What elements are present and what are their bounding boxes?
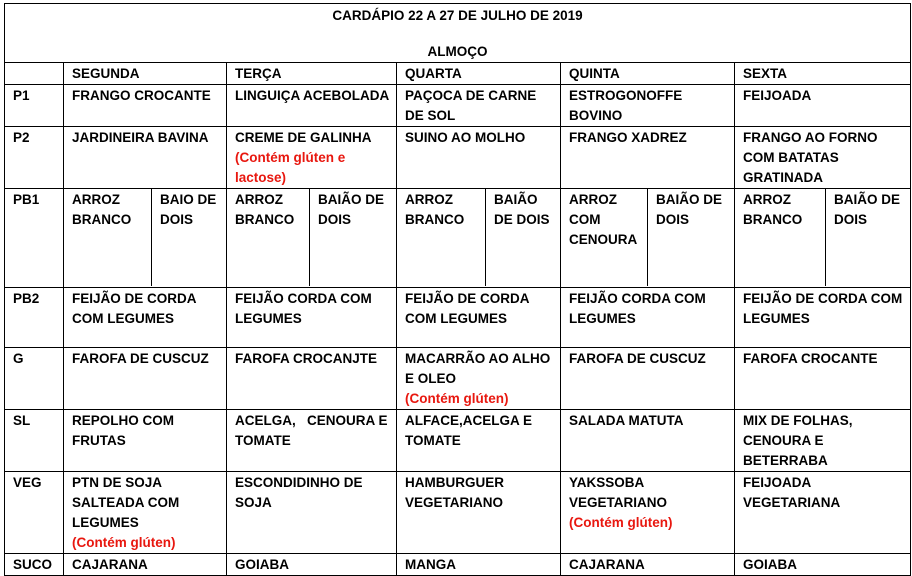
dish-name: ARROZ BRANCO (743, 192, 803, 227)
menu-cell (397, 554, 561, 576)
dish-name: ESCONDIDINHO DE SOJA (235, 475, 363, 510)
dish-name: CREME DE GALINHA (235, 130, 372, 145)
dish-name: BAIÃO DE DOIS (309, 189, 396, 286)
dish-name: MANGA (405, 557, 456, 572)
menu-cell (735, 554, 911, 576)
dish-name: FAROFA CROCANTE (743, 351, 878, 366)
menu-cell (227, 410, 397, 472)
menu-cell (397, 348, 561, 410)
dish-name: BAIÃO DE DOIS (485, 189, 560, 286)
dish-name: ARROZ BRANCO (235, 192, 295, 227)
menu-cell (397, 410, 561, 472)
dish-name: BAIÃO DE DOIS (825, 189, 910, 286)
dish-name: CAJARANA (72, 557, 148, 572)
dish-name: HAMBURGUER VEGETARIANO (405, 475, 504, 510)
dish-name: MACARRÃO AO ALHO E OLEO (405, 351, 551, 386)
table-row-pb2 (5, 288, 911, 348)
menu-cell (561, 472, 735, 554)
menu-cell (227, 127, 397, 189)
menu-cell (227, 288, 397, 348)
menu-cell (64, 472, 227, 554)
dish-name: FAROFA DE CUSCUZ (569, 351, 706, 366)
dish-name: FEIJOADA VEGETARIANA (743, 475, 841, 510)
menu-cell (64, 127, 227, 189)
table-row-sl (5, 410, 911, 472)
dish-name: JARDINEIRA BAVINA (72, 130, 209, 145)
dish-name: FRANGO AO FORNO COM BATATAS GRATINADA (743, 130, 878, 185)
menu-cell (561, 554, 735, 576)
menu-cell (64, 85, 227, 127)
dish-name: SALADA MATUTA (569, 413, 684, 428)
day-header: SEXTA (735, 63, 911, 85)
meal-subtitle: ALMOÇO (427, 44, 488, 59)
menu-cell (561, 189, 735, 288)
row-label: P1 (5, 85, 64, 127)
allergen-note: (Contém glúten) (405, 391, 509, 406)
menu-cell (397, 85, 561, 127)
dish-name: FEIJOADA (743, 88, 812, 103)
menu-cell (227, 472, 397, 554)
menu-cell (561, 288, 735, 348)
menu-cell (561, 127, 735, 189)
dish-name: FEIJÃO DE CORDA COM LEGUMES (405, 291, 530, 326)
allergen-note: (Contém glúten) (72, 535, 176, 550)
row-label: PB2 (5, 288, 64, 348)
dish-name: GOIABA (743, 557, 797, 572)
row-label: VEG (5, 472, 64, 554)
table-row-g (5, 348, 911, 410)
days-header-row (5, 63, 911, 85)
dish-name: REPOLHO COM FRUTAS (72, 413, 175, 448)
menu-cell (735, 85, 911, 127)
menu-cell (397, 472, 561, 554)
page-title: CARDÁPIO 22 A 27 DE JULHO DE 2019 (332, 8, 583, 23)
table-row-suco (5, 554, 911, 576)
menu-cell (64, 554, 227, 576)
dish-name: BAIÃO DE DOIS (647, 189, 734, 286)
menu-cell (735, 410, 911, 472)
row-label: SUCO (5, 554, 64, 576)
dish-name: LINGUIÇA ACEBOLADA (235, 88, 390, 103)
dish-name: PTN DE SOJA SALTEADA COM LEGUMES (72, 475, 180, 530)
menu-cell (735, 189, 911, 288)
menu-cell (397, 127, 561, 189)
dish-name: FEIJÃO DE CORDA COM LEGUMES (72, 291, 197, 326)
day-header: QUINTA (561, 63, 735, 85)
table-row-p1 (5, 85, 911, 127)
dish-name: ALFACE,ACELGA E TOMATE (405, 413, 533, 448)
table-row-pb1 (5, 189, 911, 288)
dish-name: ARROZ BRANCO (72, 192, 132, 227)
menu-cell (397, 189, 561, 288)
dish-name: FEIJÃO DE CORDA COM LEGUMES (743, 291, 903, 326)
day-header: QUARTA (397, 63, 561, 85)
dish-name: CAJARANA (569, 557, 645, 572)
menu-cell (397, 288, 561, 348)
row-label: G (5, 348, 64, 410)
table-row-p2 (5, 127, 911, 189)
day-header: TERÇA (227, 63, 397, 85)
menu-cell (64, 288, 227, 348)
dish-name: PAÇOCA DE CARNE DE SOL (405, 88, 537, 123)
menu-cell (735, 127, 911, 189)
menu-cell (561, 348, 735, 410)
row-label: PB1 (5, 189, 64, 288)
dish-name: BAIO DE DOIS (151, 189, 226, 286)
dish-name: FEIJÃO CORDA COM LEGUMES (569, 291, 706, 326)
menu-table (4, 3, 911, 576)
corner-cell (5, 63, 64, 85)
row-label: SL (5, 410, 64, 472)
dish-name: FRANGO XADREZ (569, 130, 687, 145)
dish-name: FAROFA CROCANJTE (235, 351, 378, 366)
day-header: SEGUNDA (64, 63, 227, 85)
menu-cell (561, 85, 735, 127)
menu-cell (227, 85, 397, 127)
dish-name: FAROFA DE CUSCUZ (72, 351, 209, 366)
dish-name: ESTROGONOFFE BOVINO (569, 88, 683, 123)
menu-cell (735, 288, 911, 348)
dish-name: SUINO AO MOLHO (405, 130, 526, 145)
menu-cell (561, 410, 735, 472)
menu-cell (227, 189, 397, 288)
table-row-veg (5, 472, 911, 554)
menu-cell (735, 348, 911, 410)
menu-cell (64, 189, 227, 288)
allergen-note: (Contém glúten e lactose) (235, 150, 346, 185)
menu-cell (227, 554, 397, 576)
header-cell (5, 4, 911, 63)
dish-name: MIX DE FOLHAS, CENOURA E BETERRABA (743, 413, 853, 468)
dish-name: GOIABA (235, 557, 289, 572)
menu-cell (735, 472, 911, 554)
allergen-note: (Contém glúten) (569, 515, 673, 530)
dish-name: YAKSSOBA VEGETARIANO (569, 475, 668, 510)
dish-name: FEIJÃO CORDA COM LEGUMES (235, 291, 372, 326)
dish-name: FRANGO CROCANTE (72, 88, 211, 103)
menu-cell (64, 348, 227, 410)
dish-name: ACELGA, CENOURA E TOMATE (235, 413, 392, 448)
dish-name: ARROZ COM CENOURA (569, 192, 638, 247)
menu-cell (64, 410, 227, 472)
dish-name: ARROZ BRANCO (405, 192, 465, 227)
row-label: P2 (5, 127, 64, 189)
menu-cell (227, 348, 397, 410)
